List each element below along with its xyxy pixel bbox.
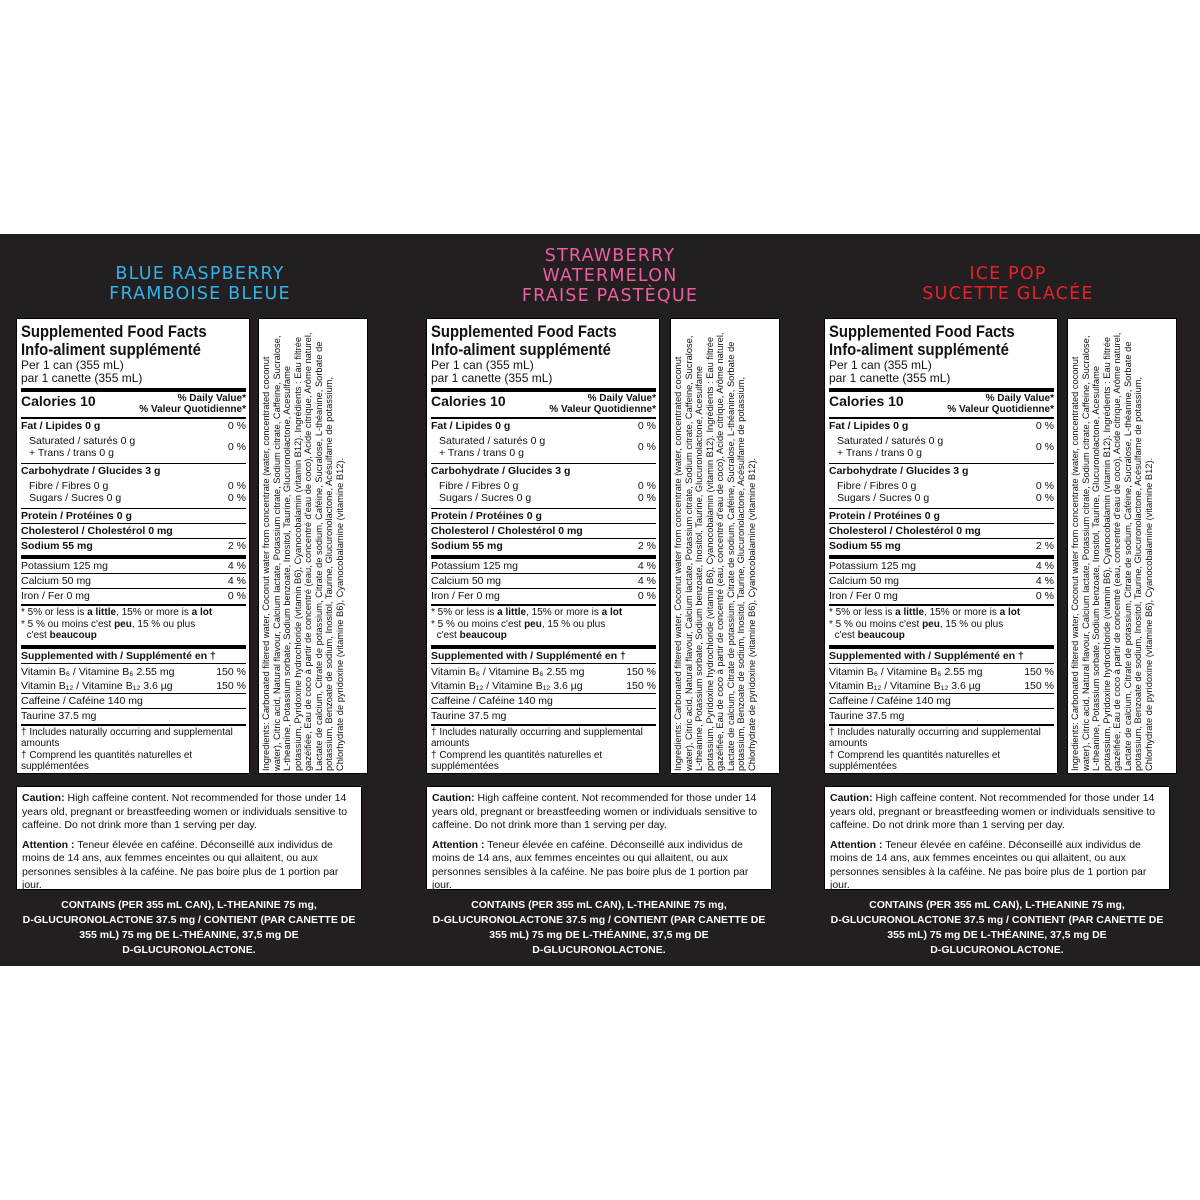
facts-title-en: Supplemented Food Facts [431, 323, 617, 341]
nutrient-name: Taurine 37.5 mg [829, 709, 905, 722]
calories: Calories 10 [829, 393, 904, 409]
fat-row [829, 420, 1054, 432]
calories-row [829, 393, 1054, 415]
contains-line: 355 mL) 75 mg DE L-THÉANINE, 37,5 mg DE [887, 929, 1107, 941]
divider [21, 604, 246, 606]
fibre-row [431, 480, 656, 492]
ingredients-box [670, 318, 780, 774]
nutrient-dv: 0 % [227, 480, 246, 492]
cholesterol-row [21, 525, 246, 537]
flavor-name-line: WATERMELON [542, 266, 678, 286]
nutrient-name: Cholesterol / Cholestérol 0 mg [21, 525, 173, 537]
nutrient-name: Saturated / saturés 0 g [837, 435, 944, 447]
nutrient-name: Potassium 125 mg [829, 560, 916, 572]
nutrient-name: Fat / Lipides 0 g [431, 420, 511, 432]
facts-title-fr: Info-aliment supplémenté [431, 341, 611, 359]
vitamin-b12-row [21, 680, 246, 692]
contains-line: D-GLUCURONOLACTONE. [930, 944, 1064, 956]
nutrient-dv: 150 % [1024, 679, 1054, 692]
contains-line: 355 mL) 75 mg DE L-THÉANINE, 37,5 mg DE [489, 929, 709, 941]
contains-line: D-GLUCURONOLACTONE 37.5 mg / CONTIENT (PAR CANETTE DE [830, 914, 1164, 926]
nutrient-name: Protein / Protéines 0 g [829, 510, 940, 522]
nutrient-dv: 0 % [637, 441, 656, 453]
nutrient-name: Fibre / Fibres 0 g [837, 480, 917, 492]
caffeine-row [431, 695, 656, 707]
nutrient-dv: 0 % [637, 590, 656, 602]
flavor-name-line: SUCETTE GLACÉE [922, 284, 1094, 304]
nutrient-name: Sodium 55 mg [431, 540, 503, 552]
nutrient-name: + Trans / trans 0 g [439, 447, 524, 459]
serving-size-en: Per 1 can (355 mL) [21, 358, 124, 372]
potassium-row [21, 560, 246, 572]
caffeine-row [829, 695, 1054, 707]
iron-row [431, 590, 656, 602]
taurine-row [431, 710, 656, 722]
calcium-row [431, 575, 656, 587]
divider [829, 555, 1054, 559]
nutrient-dv: 2 % [637, 540, 656, 552]
divider [829, 588, 1054, 589]
divider [21, 708, 246, 709]
potassium-row [829, 560, 1054, 572]
flavor-name [808, 264, 1200, 304]
divider [431, 538, 656, 539]
nutrient-name: Sugars / Sucres 0 g [837, 492, 930, 504]
facts-title-en: Supplemented Food Facts [829, 323, 1015, 341]
nutrient-name: Sodium 55 mg [21, 540, 93, 552]
caution-fr: Attention : Teneur élevée en caféine. Déconseillé aux individus de moins de 14 ans, aux femmes enceintes ou qui allaitent, ou aux personnes sensibles à la caféine. Ne pas boire plus de 1 portion par jour. [22, 838, 339, 891]
flavor-name-line: FRAMBOISE BLEUE [109, 284, 291, 304]
contains-line: D-GLUCURONOLACTONE. [532, 944, 666, 956]
contains-line: CONTAINS (PER 355 mL CAN), L-THEANINE 75 mg, [61, 899, 317, 911]
caution-en: Caution: High caffeine content. Not recommended for those under 14 years old, pregnant or breastfeeding women or individuals sensitive to caffeine. Do not drink more than 1 serving per day. [432, 792, 758, 831]
divider [431, 555, 656, 559]
facts-title-fr: Info-aliment supplémenté [829, 341, 1009, 359]
contains-line: 355 mL) 75 mg DE L-THÉANINE, 37,5 mg DE [79, 929, 299, 941]
divider [829, 693, 1054, 694]
nutrient-name: Sugars / Sucres 0 g [439, 492, 532, 504]
calories: Calories 10 [21, 393, 96, 409]
saturated-row [21, 435, 246, 447]
divider [21, 588, 246, 589]
nutrient-dv: 4 % [1035, 560, 1054, 572]
contains-statement [16, 898, 362, 958]
caffeine-row [21, 695, 246, 707]
nutrient-name: Iron / Fer 0 mg [829, 590, 898, 602]
nutrient-name: Caffeine / Caféine 140 mg [431, 694, 553, 707]
divider [21, 573, 246, 574]
flavor-panel-3 [808, 234, 1200, 966]
daily-value-note-en: * 5% or less is a little, 15% or more is a lot [431, 607, 623, 618]
iron-row [21, 590, 246, 602]
divider [21, 555, 246, 559]
nutrient-name: Cholesterol / Cholestérol 0 mg [829, 525, 981, 537]
carbohydrate-row [829, 465, 1054, 477]
divider [21, 417, 246, 419]
footnote-fr: † Comprend les quantités naturelles et supplémentées [431, 749, 603, 772]
caution-en: Caution: High caffeine content. Not recommended for those under 14 years old, pregnant or breastfeeding women or individuals sensitive to caffeine. Do not drink more than 1 serving per day. [830, 792, 1156, 831]
divider [431, 573, 656, 574]
footnote-en: † Includes naturally occurring and supplemental amounts [829, 726, 1041, 749]
nutrient-name: Iron / Fer 0 mg [21, 590, 90, 602]
nutrient-name: Sodium 55 mg [829, 540, 901, 552]
nutrient-dv: 0 % [1035, 590, 1054, 602]
divider [431, 417, 656, 419]
daily-value-en: % Daily Value* [587, 393, 656, 404]
daily-value-header [549, 393, 656, 415]
iron-row [829, 590, 1054, 602]
fibre-row [21, 480, 246, 492]
nutrient-dv: 150 % [626, 679, 656, 692]
nutrient-name: Calcium 50 mg [829, 575, 900, 587]
caution-fr: Attention : Teneur élevée en caféine. Déconseillé aux individus de moins de 14 ans, aux femmes enceintes ou qui allaitent, ou aux personnes sensibles à la caféine. Ne pas boire plus de 1 portion par jour. [830, 838, 1147, 891]
contains-line: CONTAINS (PER 355 mL CAN), L-THEANINE 75 mg, [869, 899, 1125, 911]
divider [21, 663, 246, 664]
nutrient-dv: 4 % [1035, 575, 1054, 587]
daily-value-fr: % Valeur Quotidienne* [139, 404, 246, 415]
footnote-en: † Includes naturally occurring and supplemental amounts [431, 726, 643, 749]
nutrient-dv: 4 % [227, 575, 246, 587]
caution-en: Caution: High caffeine content. Not recommended for those under 14 years old, pregnant or breastfeeding women or individuals sensitive to caffeine. Do not drink more than 1 serving per day. [22, 792, 348, 831]
nutrient-name: Protein / Protéines 0 g [21, 510, 132, 522]
divider [829, 604, 1054, 606]
footnote-en: † Includes naturally occurring and supplemental amounts [21, 726, 233, 749]
nutrient-name: Taurine 37.5 mg [21, 709, 97, 722]
contains-line: D-GLUCURONOLACTONE. [122, 944, 256, 956]
nutrient-name: Caffeine / Caféine 140 mg [829, 694, 951, 707]
serving-size-fr: par 1 canette (355 mL) [431, 371, 553, 385]
vitamin-b12-row [431, 680, 656, 692]
protein-row [21, 510, 246, 522]
daily-value-header [139, 393, 246, 415]
divider [21, 538, 246, 539]
footnote-fr: † Comprend les quantités naturelles et supplémentées [829, 749, 1001, 772]
contains-statement [426, 898, 772, 958]
nutrient-name: Iron / Fer 0 mg [431, 590, 500, 602]
flavor-panel-2 [410, 234, 810, 966]
nutrient-name: Carbohydrate / Glucides 3 g [431, 465, 571, 477]
divider [829, 645, 1054, 649]
divider [829, 724, 1054, 726]
nutrient-dv: 150 % [216, 665, 246, 678]
facts-title-en: Supplemented Food Facts [21, 323, 207, 341]
divider [431, 523, 656, 524]
nutrient-dv: 150 % [216, 679, 246, 692]
nutrient-name: Vitamin B₁₂ / Vitamine B₁₂ 3.6 µg [21, 679, 173, 692]
nutrient-name: Caffeine / Caféine 140 mg [21, 694, 143, 707]
calories-row [21, 393, 246, 415]
sugars-row [431, 492, 656, 504]
fibre-row [829, 480, 1054, 492]
nutrient-name: Vitamin B₆ / Vitamine B₆ 2.55 mg [431, 665, 585, 678]
nutrient-name: Vitamin B₆ / Vitamine B₆ 2.55 mg [21, 665, 175, 678]
calories: Calories 10 [431, 393, 506, 409]
supplemented-food-facts-table [16, 318, 250, 774]
divider [431, 708, 656, 709]
vitamin-b6-row [431, 666, 656, 678]
divider [829, 508, 1054, 509]
caution-box [426, 786, 772, 890]
sodium-row [431, 540, 656, 552]
daily-value-en: % Daily Value* [985, 393, 1054, 404]
calories-row [431, 393, 656, 415]
taurine-row [21, 710, 246, 722]
flavor-name-line: STRAWBERRY [544, 246, 676, 266]
vitamin-b12-row [829, 680, 1054, 692]
ingredients-text: Ingredients: Carbonated filtered water, Coconut water from concentrate (water, concentrated coconut water), Citric acid, Natural flavour, Calcium lactate, Potassium citrate, Sodium citrate, Caffeine, Sucralose, L-theanine, Potassium sorbate, Sodium benzoate, Inositol, Taurine, Glucuronolactone, Acesulfame potassium, Pyridoxine hydrochloride (vitamin B6), Cyanocobalamin (vitamin B12). Ingrédients : Eau filtrée gazéifiée, Eau de coco à partir de concentré (eau, concentré d'eau de coco), Acide citrique, Arôme naturel, Lactate de calcium, Citrate de potassium, Citrate de sodium, Caféine, Sucralose, L-théanine, Sorbate de potassium, Benzoate de sodium, Inositol, Taurine, Glucuronolactone, Acésulfame de potassium, Chlorhydrate de pyridoxine (vitamine B6), Cyanocobalamine (vitamine B12). [673, 332, 757, 771]
contains-line: D-GLUCURONOLACTONE 37.5 mg / CONTIENT (PAR CANETTE DE [22, 914, 356, 926]
serving-size-en: Per 1 can (355 mL) [431, 358, 534, 372]
footnote-fr: † Comprend les quantités naturelles et supplémentées [21, 749, 193, 772]
flavor-name-line: ICE POP [969, 264, 1047, 284]
nutrient-name: Saturated / saturés 0 g [29, 435, 136, 447]
divider [21, 693, 246, 694]
contains-statement [824, 898, 1170, 958]
divider [829, 538, 1054, 539]
ingredients-box [1067, 318, 1177, 774]
nutrient-dv: 2 % [1035, 540, 1054, 552]
nutrient-dv: 0 % [1035, 480, 1054, 492]
nutrient-name: Cholesterol / Cholestérol 0 mg [431, 525, 583, 537]
protein-row [431, 510, 656, 522]
nutrient-dv: 150 % [1024, 665, 1054, 678]
serving-size-fr: par 1 canette (355 mL) [21, 371, 143, 385]
daily-value-note-en: * 5% or less is a little, 15% or more is a lot [21, 607, 213, 618]
daily-value-note-fr: * 5 % ou moins c'est peu, 15 % ou plus c'est beaucoup [829, 618, 1004, 641]
divider [21, 508, 246, 509]
ingredients-box [258, 318, 368, 774]
divider [431, 645, 656, 649]
sodium-row [829, 540, 1054, 552]
nutrient-dv: 0 % [227, 441, 246, 453]
supplemented-food-facts-table [824, 318, 1058, 774]
supplemented-header: Supplemented with / Supplémenté en † [431, 649, 626, 662]
daily-value-en: % Daily Value* [177, 393, 246, 404]
nutrient-name: + Trans / trans 0 g [837, 447, 922, 459]
saturated-row [431, 435, 656, 447]
nutrient-dv: 0 % [227, 590, 246, 602]
facts-title-fr: Info-aliment supplémenté [21, 341, 201, 359]
daily-value-note-en: * 5% or less is a little, 15% or more is a lot [829, 607, 1021, 618]
saturated-row [829, 435, 1054, 447]
nutrient-name: Fat / Lipides 0 g [829, 420, 909, 432]
flavor-panel-1 [0, 234, 400, 966]
divider [431, 604, 656, 606]
nutrient-name: Vitamin B₁₂ / Vitamine B₁₂ 3.6 µg [829, 679, 981, 692]
divider [431, 508, 656, 509]
taurine-row [829, 710, 1054, 722]
flavor-name [0, 264, 400, 304]
nutrient-dv: 150 % [626, 665, 656, 678]
flavor-name [410, 246, 810, 306]
nutrient-name: Fat / Lipides 0 g [21, 420, 101, 432]
fat-row [431, 420, 656, 432]
nutrient-name: Carbohydrate / Glucides 3 g [829, 465, 969, 477]
divider [431, 663, 656, 664]
caution-box [16, 786, 362, 890]
daily-value-fr: % Valeur Quotidienne* [549, 404, 656, 415]
nutrient-name: Vitamin B₁₂ / Vitamine B₁₂ 3.6 µg [431, 679, 583, 692]
calcium-row [829, 575, 1054, 587]
nutrient-name: Sugars / Sucres 0 g [29, 492, 122, 504]
nutrient-dv: 0 % [637, 420, 656, 432]
divider [829, 708, 1054, 709]
contains-line: CONTAINS (PER 355 mL CAN), L-THEANINE 75 mg, [471, 899, 727, 911]
supplemented-food-facts-table [426, 318, 660, 774]
divider [431, 693, 656, 694]
caution-box [824, 786, 1170, 890]
supplemented-header: Supplemented with / Supplémenté en † [829, 649, 1024, 662]
flavor-name-line: FRAISE PASTÈQUE [521, 286, 699, 306]
vitamin-b6-row [829, 666, 1054, 678]
sodium-row [21, 540, 246, 552]
divider [829, 417, 1054, 419]
serving-size-en: Per 1 can (355 mL) [829, 358, 932, 372]
sugars-row [21, 492, 246, 504]
divider [21, 388, 246, 392]
vitamin-b6-row [21, 666, 246, 678]
carbohydrate-row [21, 465, 246, 477]
nutrient-dv: 0 % [1035, 492, 1054, 504]
cholesterol-row [431, 525, 656, 537]
carbohydrate-row [431, 465, 656, 477]
daily-value-fr: % Valeur Quotidienne* [947, 404, 1054, 415]
nutrient-name: Fibre / Fibres 0 g [29, 480, 109, 492]
divider [829, 573, 1054, 574]
potassium-row [431, 560, 656, 572]
nutrient-name: Protein / Protéines 0 g [431, 510, 542, 522]
nutrient-name: Calcium 50 mg [21, 575, 92, 587]
protein-row [829, 510, 1054, 522]
nutrient-name: Saturated / saturés 0 g [439, 435, 546, 447]
flavor-name-line: BLUE RASPBERRY [115, 264, 285, 284]
divider [431, 724, 656, 726]
divider [21, 463, 246, 464]
divider [829, 523, 1054, 524]
divider [829, 663, 1054, 664]
nutrient-name: Carbohydrate / Glucides 3 g [21, 465, 161, 477]
nutrient-name: Taurine 37.5 mg [431, 709, 507, 722]
divider [829, 463, 1054, 464]
fat-row [21, 420, 246, 432]
sugars-row [829, 492, 1054, 504]
nutrient-dv: 0 % [637, 492, 656, 504]
nutrient-dv: 0 % [1035, 420, 1054, 432]
nutrient-dv: 0 % [637, 480, 656, 492]
divider [431, 463, 656, 464]
divider [21, 645, 246, 649]
cholesterol-row [829, 525, 1054, 537]
daily-value-header [947, 393, 1054, 415]
nutrient-name: Fibre / Fibres 0 g [439, 480, 519, 492]
nutrient-dv: 4 % [637, 575, 656, 587]
caution-fr: Attention : Teneur élevée en caféine. Déconseillé aux individus de moins de 14 ans, aux femmes enceintes ou qui allaitent, ou aux personnes sensibles à la caféine. Ne pas boire plus de 1 portion par jour. [432, 838, 749, 891]
nutrient-name: + Trans / trans 0 g [29, 447, 114, 459]
divider [829, 388, 1054, 392]
nutrient-name: Potassium 125 mg [21, 560, 108, 572]
serving-size-fr: par 1 canette (355 mL) [829, 371, 951, 385]
nutrient-dv: 4 % [227, 560, 246, 572]
supplemented-header: Supplemented with / Supplémenté en † [21, 649, 216, 662]
nutrient-dv: 0 % [1035, 441, 1054, 453]
calcium-row [21, 575, 246, 587]
daily-value-note-fr: * 5 % ou moins c'est peu, 15 % ou plus c'est beaucoup [431, 618, 606, 641]
nutrient-dv: 0 % [227, 420, 246, 432]
divider [431, 588, 656, 589]
divider [21, 523, 246, 524]
contains-line: D-GLUCURONOLACTONE 37.5 mg / CONTIENT (PAR CANETTE DE [432, 914, 766, 926]
nutrient-name: Potassium 125 mg [431, 560, 518, 572]
daily-value-note-fr: * 5 % ou moins c'est peu, 15 % ou plus c'est beaucoup [21, 618, 196, 641]
divider [21, 724, 246, 726]
nutrient-name: Vitamin B₆ / Vitamine B₆ 2.55 mg [829, 665, 983, 678]
divider [431, 388, 656, 392]
nutrient-dv: 2 % [227, 540, 246, 552]
nutrient-dv: 4 % [637, 560, 656, 572]
ingredients-text: Ingredients: Carbonated filtered water, Coconut water from concentrate (water, concentrated coconut water), Citric acid, Natural flavour, Calcium lactate, Potassium citrate, Sodium citrate, Caffeine, Sucralose, L-theanine, Potassium sorbate, Sodium benzoate, Inositol, Taurine, Glucuronolactone, Acesulfame potassium, Pyridoxine hydrochloride (vitamin B6), Cyanocobalamin (vitamin B12). Ingrédients : Eau filtrée gazéifiée, Eau de coco à partir de concentré (eau, concentré d'eau de coco), Acide citrique, Arôme naturel, Lactate de calcium, Citrate de potassium, Citrate de sodium, Caféine, Sucralose, L-théanine, Sorbate de potassium, Benzoate de sodium, Inositol, Taurine, Glucuronolactone, Acésulfame de potassium, Chlorhydrate de pyridoxine (vitamine B6), Cyanocobalamine (vitamine B12). [1070, 332, 1154, 771]
ingredients-text: Ingredients: Carbonated filtered water, Coconut water from concentrate (water, concentrated coconut water), Citric acid, Natural flavour, Calcium lactate, Potassium citrate, Sodium citrate, Caffeine, Sucralose, L-theanine, Potassium sorbate, Sodium benzoate, Inositol, Taurine, Glucuronolactone, Acesulfame potassium, Pyridoxine hydrochloride (vitamin B6), Cyanocobalamin (vitamin B12). Ingrédients : Eau filtrée gazéifiée, Eau de coco à partir de concentré (eau, concentré d'eau de coco), Acide citrique, Arôme naturel, Lactate de calcium, Citrate de potassium, Citrate de sodium, Caféine, Sucralose, L-théanine, Sorbate de potassium, Benzoate de sodium, Inositol, Taurine, Glucuronolactone, Acésulfame de potassium, Chlorhydrate de pyridoxine (vitamine B6), Cyanocobalamine (vitamine B12). [261, 332, 345, 771]
nutrient-name: Calcium 50 mg [431, 575, 502, 587]
nutrient-dv: 0 % [227, 492, 246, 504]
